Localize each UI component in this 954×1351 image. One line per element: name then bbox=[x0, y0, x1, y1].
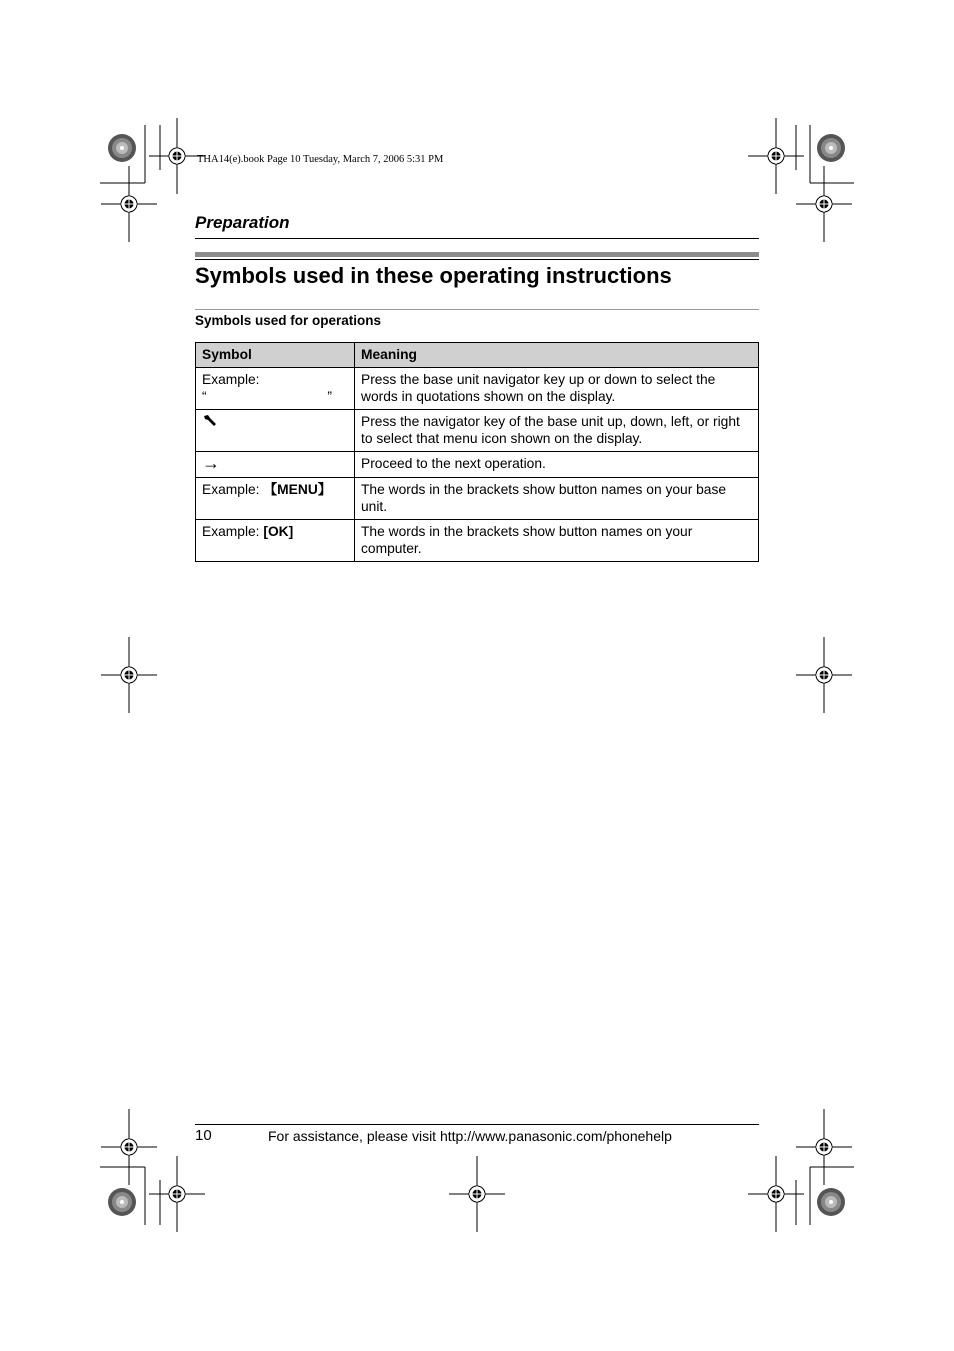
table-row bbox=[196, 368, 759, 410]
title-rule bbox=[195, 259, 759, 260]
column-header-symbol: Symbol bbox=[196, 343, 355, 368]
crosshair-mark bbox=[449, 1156, 505, 1232]
header-rule bbox=[195, 238, 759, 239]
crosshair-mark bbox=[101, 1109, 157, 1185]
menu-key-symbol: 【MENU】 bbox=[263, 482, 332, 497]
crosshair-mark bbox=[796, 637, 852, 713]
symbol-example-label: Example: bbox=[202, 372, 260, 387]
symbol-cell bbox=[196, 520, 355, 562]
section-label: Preparation bbox=[195, 213, 290, 232]
title-band bbox=[195, 252, 759, 257]
symbol-cell bbox=[196, 410, 355, 452]
meaning-cell: Press the base unit navigator key up or down to select the words in quotations shown on the display. bbox=[355, 368, 759, 410]
meaning-cell: The words in the brackets show button names on your computer. bbox=[355, 520, 759, 562]
symbol-cell bbox=[196, 368, 355, 410]
table-row bbox=[196, 452, 759, 478]
crosshair-mark bbox=[149, 1156, 205, 1232]
crosshair-mark bbox=[101, 637, 157, 713]
table-row bbox=[196, 410, 759, 452]
symbol-cell bbox=[196, 478, 355, 520]
footer-rule bbox=[195, 1124, 759, 1125]
wrench-icon bbox=[202, 415, 218, 430]
starburst-mark-top-right bbox=[817, 134, 845, 162]
assistance-text: For assistance, please visit http://www.panasonic.com/phonehelp bbox=[268, 1128, 672, 1144]
page-number: 10 bbox=[195, 1127, 212, 1144]
open-quote: “ bbox=[202, 389, 207, 404]
symbols-table bbox=[195, 342, 759, 562]
crosshair-mark bbox=[796, 166, 852, 242]
page-title: Symbols used in these operating instructions bbox=[195, 263, 672, 288]
title-underline bbox=[195, 309, 759, 310]
table-row bbox=[196, 520, 759, 562]
subtitle: Symbols used for operations bbox=[195, 313, 382, 328]
column-header-meaning: Meaning bbox=[355, 343, 759, 368]
meaning-cell: The words in the brackets show button names on your base unit. bbox=[355, 478, 759, 520]
meaning-cell: Press the navigator key of the base unit up, down, left, or right to select that menu icon shown on the display. bbox=[355, 410, 759, 452]
starburst-mark-top-left bbox=[108, 134, 136, 162]
meaning-cell: Proceed to the next operation. bbox=[355, 452, 759, 478]
symbol-cell bbox=[196, 452, 355, 478]
close-quote: ” bbox=[327, 389, 332, 404]
crosshair-mark bbox=[101, 166, 157, 242]
crosshair-mark bbox=[796, 1109, 852, 1185]
starburst-mark-bottom-left bbox=[108, 1188, 136, 1216]
symbol-example-label: Example: bbox=[202, 482, 264, 497]
right-arrow-icon: → bbox=[202, 453, 220, 473]
table-row bbox=[196, 478, 759, 520]
ok-key-symbol: [OK] bbox=[263, 524, 294, 539]
print-info: THA14(e).book Page 10 Tuesday, March 7, 2006 5:31 PM bbox=[197, 154, 444, 165]
table-header-row bbox=[196, 343, 759, 368]
symbol-example-label: Example: bbox=[202, 524, 264, 539]
starburst-mark-bottom-right bbox=[817, 1188, 845, 1216]
